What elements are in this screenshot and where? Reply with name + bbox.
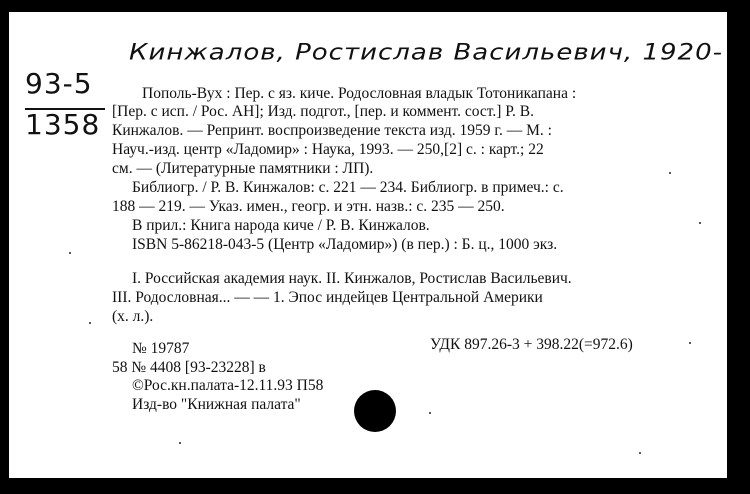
registration-number: № 19787 — [132, 340, 190, 357]
speck — [699, 222, 701, 224]
card-line-12: (х. л.). — [112, 308, 154, 325]
speck — [669, 172, 671, 174]
speck — [69, 252, 71, 254]
speck — [429, 412, 431, 414]
card-line-5: см. — (Литературные памятники : ЛП). — [112, 160, 374, 177]
card-line-4: Науч.-изд. центр «Ладомир» : Наука, 1993. — 250,[2] с. : карт.; 22 — [112, 141, 544, 158]
card-line-2: [Пер. с исп. / Рос. АН]; Изд. подгот., [пер. и коммент. сост.] Р. В. — [112, 103, 534, 120]
card-line-8: В прил.: Книга народа киче / Р. В. Кинжалов. — [132, 217, 430, 234]
card-line-6: Библиогр. / Р. В. Кинжалов: с. 221 — 234. Библиогр. в примеч.: с. — [132, 179, 564, 196]
call-number-bottom: 1358 — [25, 108, 101, 141]
card-line-7: 188 — 219. — Указ. имен., геогр. и этн. назв.: с. 235 — 250. — [112, 198, 505, 215]
catalog-card — [9, 12, 727, 478]
speck — [689, 342, 691, 344]
speck — [639, 452, 641, 454]
card-line-11: III. Родословная... — — 1. Эпос индейцев Центральной Америки — [112, 289, 543, 306]
speck — [179, 442, 181, 444]
publisher-line: Изд-во "Книжная палата" — [132, 396, 301, 413]
book-chamber-line: ©Рос.кн.палата-12.11.93 П58 — [132, 377, 324, 394]
handwritten-heading: Кинжалов, Ростислав Васильевич, 1920- — [129, 40, 724, 66]
order-line: 58 № 4408 [93-23228] в — [112, 359, 266, 376]
card-line-10: I. Российская академия наук. II. Кинжалов, Ростислав Васильевич. — [132, 270, 572, 287]
card-line-3: Кинжалов. — Репринт. воспроизведение текста изд. 1959 г. — М. : — [112, 122, 552, 139]
udk-index: УДК 897.26-3 + 398.22(=972.6) — [430, 336, 633, 353]
card-line-1: Пополь-Вух : Пер. с яз. киче. Родословная владык Тотоникапана : — [142, 85, 577, 102]
call-number-top: 93-5 — [25, 67, 93, 100]
card-line-9: ISBN 5-86218-043-5 (Центр «Ладомир») (в пер.) : Б. ц., 1000 экз. — [132, 236, 558, 253]
speck — [89, 322, 91, 324]
punch-hole — [354, 390, 396, 432]
